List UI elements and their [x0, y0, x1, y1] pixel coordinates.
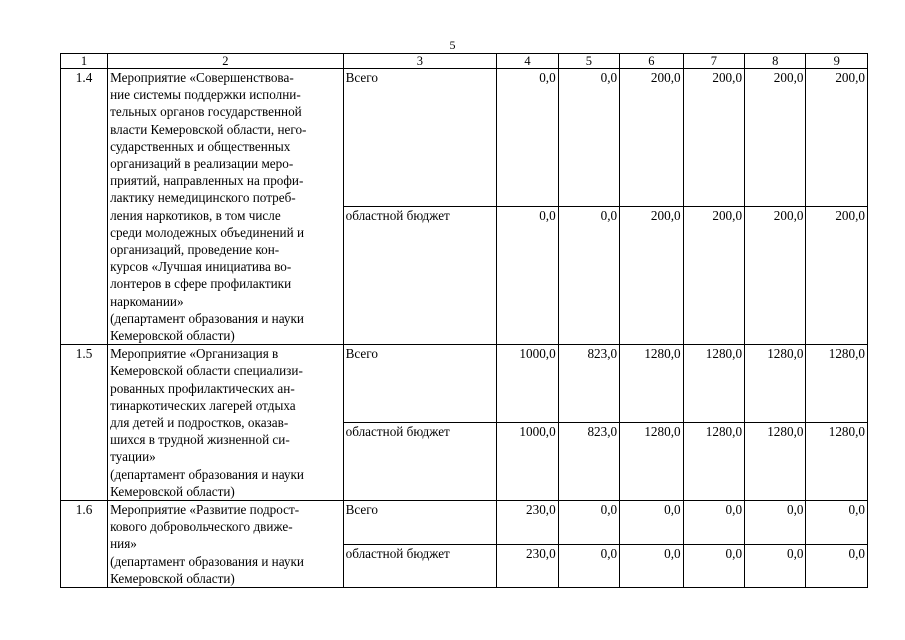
amount-cell: 0,0: [620, 544, 683, 588]
amount-cell: 0,0: [806, 501, 868, 545]
amount-cell: 200,0: [620, 69, 683, 207]
funding-source: Всего: [343, 501, 497, 545]
amount-cell: 1000,0: [497, 423, 558, 501]
amount-cell: 0,0: [497, 207, 558, 345]
amount-cell: 1280,0: [620, 423, 683, 501]
amount-cell: 0,0: [558, 501, 619, 545]
funding-source: областной бюджет: [343, 544, 497, 588]
header-row: [61, 54, 868, 69]
amount-cell: 230,0: [497, 501, 558, 545]
amount-cell: 0,0: [558, 544, 619, 588]
amount-cell: 1280,0: [745, 423, 806, 501]
amount-cell: 200,0: [745, 69, 806, 207]
table-row: [61, 345, 868, 423]
column-header: 8: [745, 54, 806, 69]
amount-cell: 200,0: [683, 69, 744, 207]
amount-cell: 1280,0: [683, 345, 744, 423]
funding-source: областной бюджет: [343, 207, 497, 345]
amount-cell: 200,0: [745, 207, 806, 345]
amount-cell: 200,0: [806, 69, 868, 207]
page-number: 5: [449, 38, 456, 52]
amount-cell: 1000,0: [497, 345, 558, 423]
column-header: 9: [806, 54, 868, 69]
column-header: 2: [108, 54, 344, 69]
column-header: 4: [497, 54, 558, 69]
activity-description: Мероприятие «Совершенствова- ние системы поддержки исполни- тельных органов государственной власти Кемеровской области, него- сударственных и общественных организаций в реализации меро- приятий, направленных на профи- лактику немедицинского потреб- ления наркотиков, в том числе среди молодежных объединений и организаций, проведение кон- курсов «Лучшая инициатива во- лонтеров в сфере профилактики наркомании» (департамент образования и науки Кемеровской области): [108, 69, 344, 345]
activity-description: Мероприятие «Развитие подрост- кового добровольческого движе- ния» (департамент образования и науки Кемеровской области): [108, 501, 344, 588]
amount-cell: 0,0: [683, 501, 744, 545]
amount-cell: 1280,0: [806, 345, 868, 423]
column-header: 6: [620, 54, 683, 69]
budget-table: [60, 53, 868, 588]
column-header: 1: [61, 54, 108, 69]
amount-cell: 0,0: [806, 544, 868, 588]
funding-source: Всего: [343, 69, 497, 207]
amount-cell: 230,0: [497, 544, 558, 588]
amount-cell: 0,0: [683, 544, 744, 588]
funding-source: Всего: [343, 345, 497, 423]
amount-cell: 0,0: [558, 207, 619, 345]
column-header: 5: [558, 54, 619, 69]
amount-cell: 200,0: [620, 207, 683, 345]
amount-cell: 823,0: [558, 423, 619, 501]
amount-cell: 0,0: [745, 544, 806, 588]
amount-cell: 200,0: [806, 207, 868, 345]
amount-cell: 1280,0: [683, 423, 744, 501]
amount-cell: 0,0: [497, 69, 558, 207]
activity-description: Мероприятие «Организация в Кемеровской области специализи- рованных профилактических ан- тинаркотических лагерей отдыха для детей и подростков, оказав- шихся в трудной жизненной си- туации» (департамент образования и науки Кемеровской области): [108, 345, 344, 501]
amount-cell: 0,0: [745, 501, 806, 545]
amount-cell: 0,0: [558, 69, 619, 207]
table-row: [61, 501, 868, 545]
table-row: [61, 69, 868, 207]
column-header: 7: [683, 54, 744, 69]
column-header: 3: [343, 54, 497, 69]
amount-cell: 0,0: [620, 501, 683, 545]
amount-cell: 1280,0: [806, 423, 868, 501]
table-body: [61, 54, 868, 588]
row-number: 1.6: [61, 501, 108, 588]
funding-source: областной бюджет: [343, 423, 497, 501]
amount-cell: 1280,0: [620, 345, 683, 423]
row-number: 1.4: [61, 69, 108, 345]
amount-cell: 1280,0: [745, 345, 806, 423]
row-number: 1.5: [61, 345, 108, 501]
amount-cell: 200,0: [683, 207, 744, 345]
amount-cell: 823,0: [558, 345, 619, 423]
